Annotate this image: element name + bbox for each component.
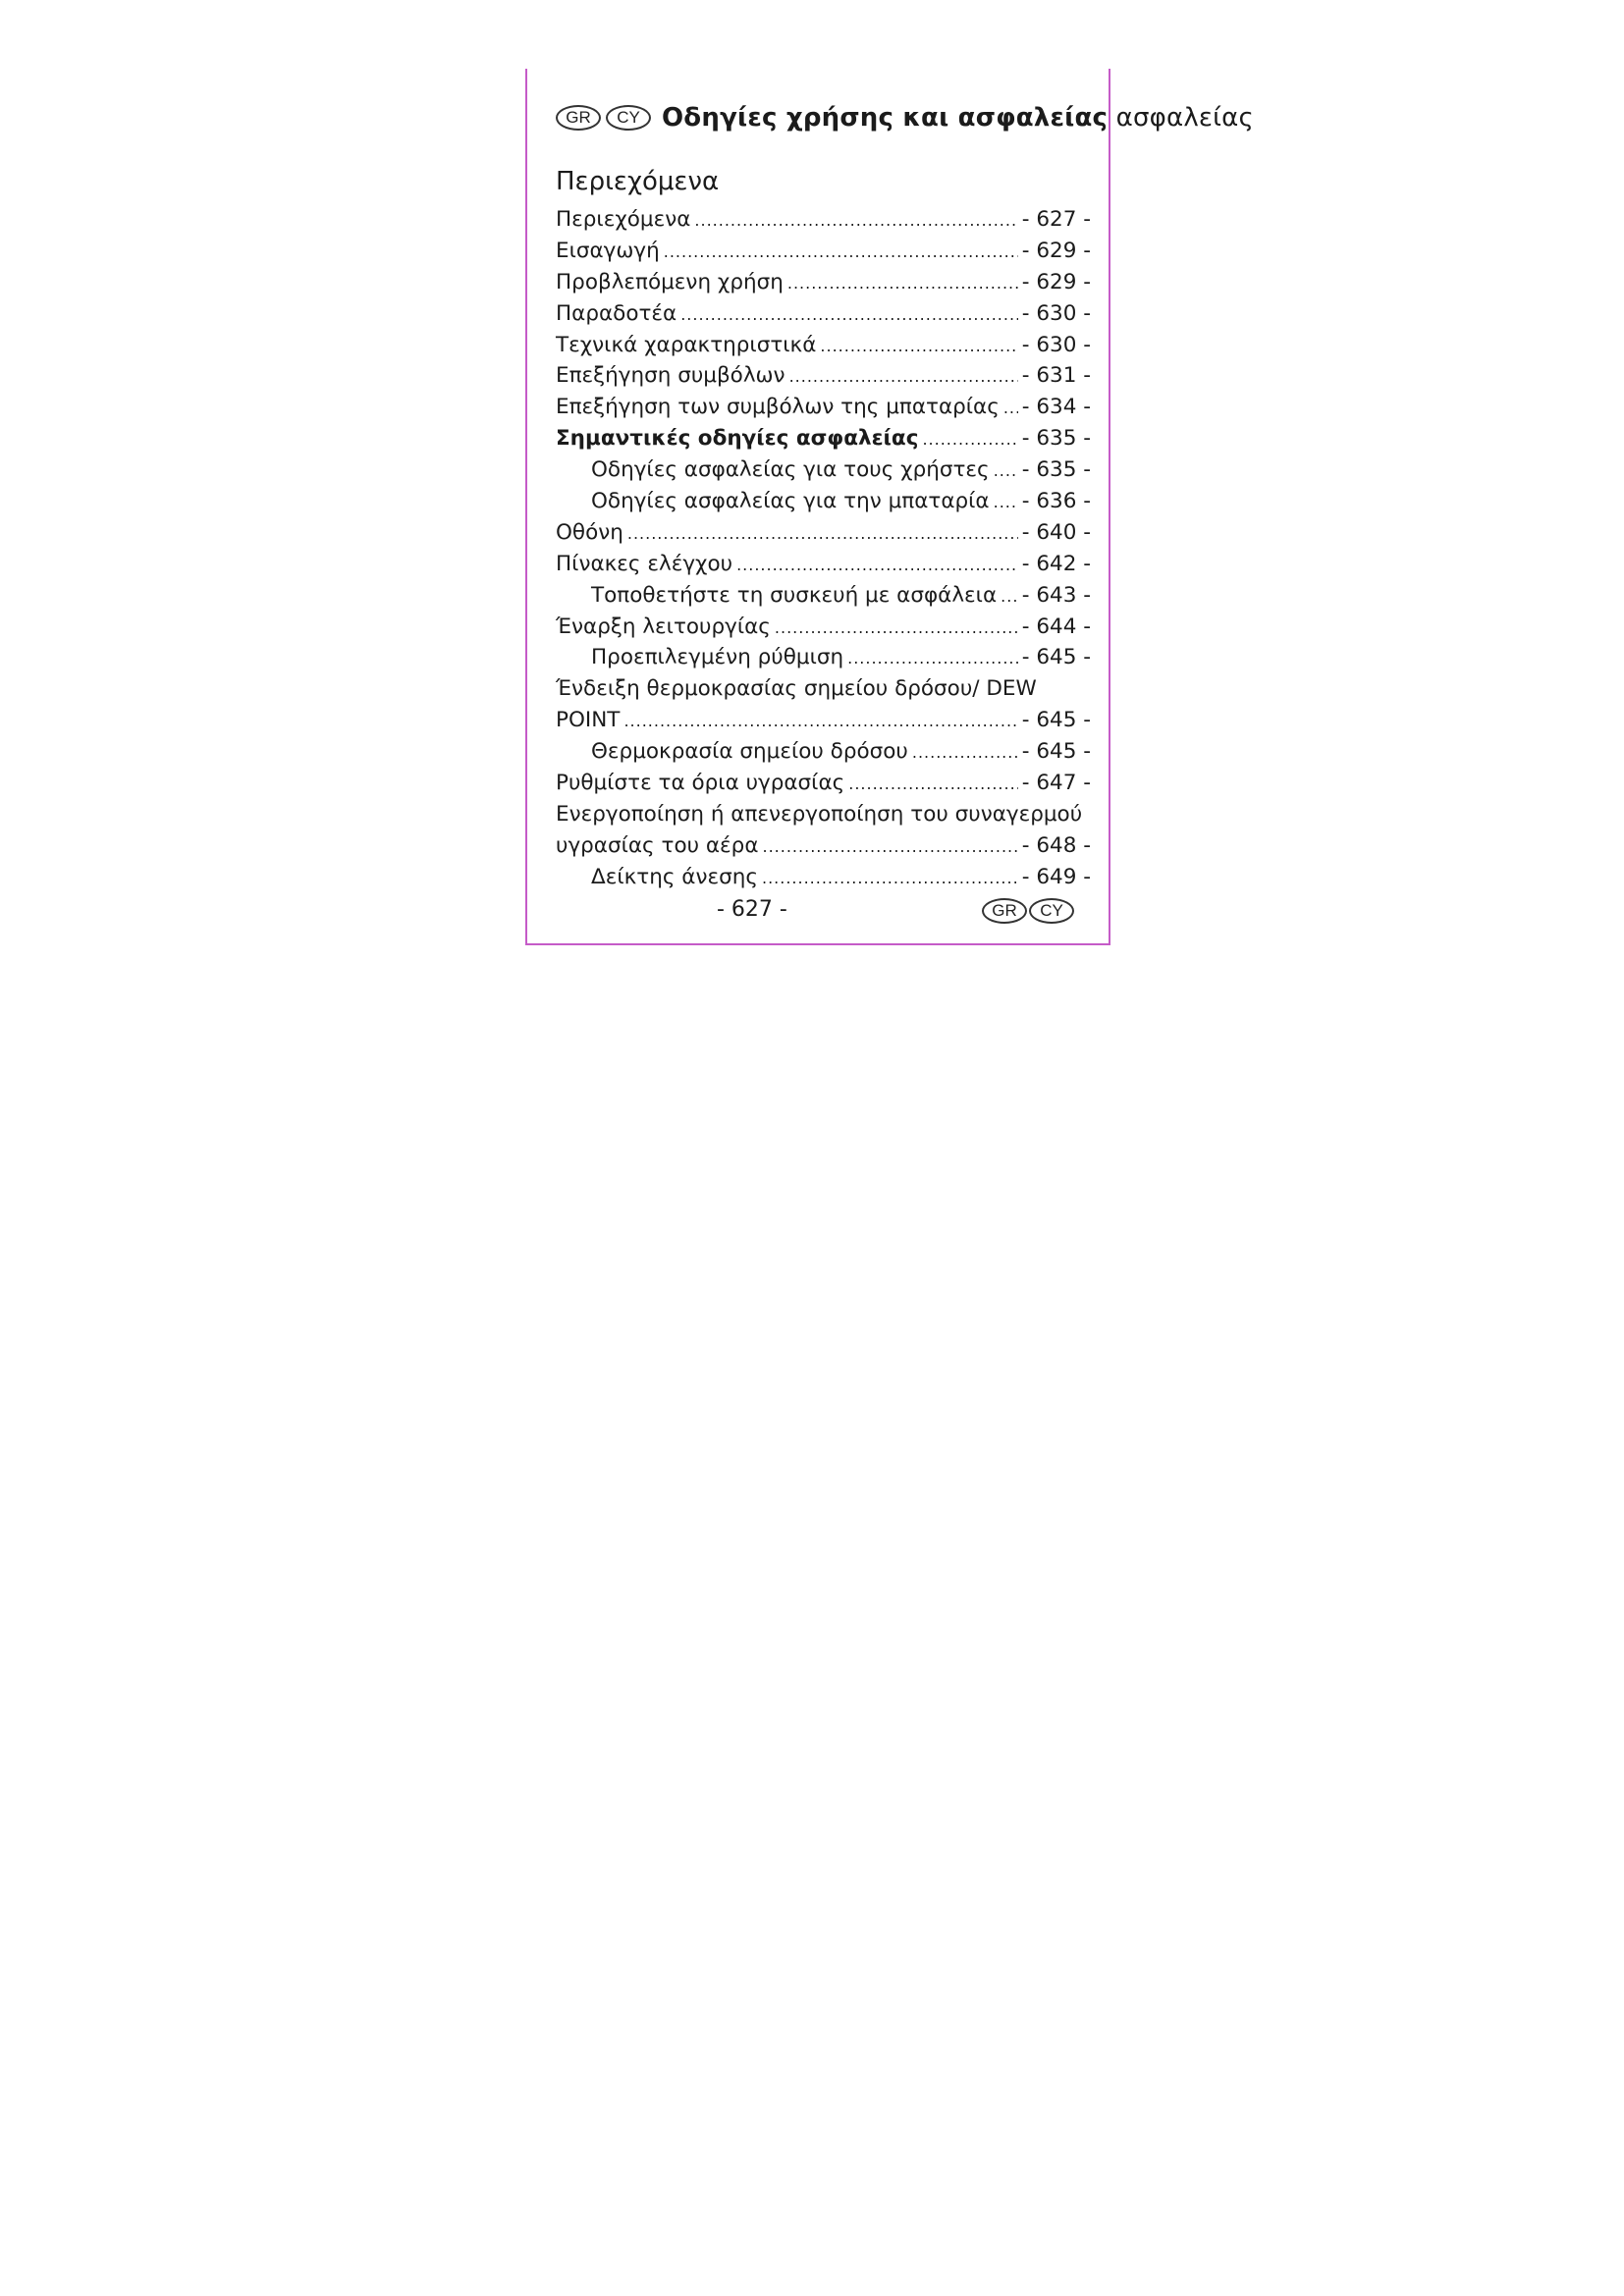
footer-badges: [982, 898, 1076, 924]
toc-heading: Περιεχόμενα: [556, 167, 720, 196]
toc-entry[interactable]: Ρυθμίστε τα όρια υγρασίας ..... - 647 -: [556, 768, 1091, 799]
toc-entry-wrapped-line[interactable]: Ένδειξη θερμοκρασίας σημείου δρόσου/ DEW: [556, 676, 1037, 702]
toc-entry[interactable]: Οθόνη ..... - 640 -: [556, 517, 1091, 549]
page-number: - 627 -: [717, 897, 787, 922]
country-badge-cy: CY: [1029, 898, 1074, 924]
toc-entry[interactable]: Οδηγίες ασφαλείας για την μπαταρία ..... - 636 -: [556, 486, 1091, 517]
document-title: [662, 103, 1254, 133]
toc-entry[interactable]: Παραδοτέα ..... - 630 -: [556, 298, 1091, 330]
country-badge-gr: GR: [982, 898, 1027, 924]
toc-entry[interactable]: Προεπιλεγμένη ρύθμιση ..... - 645 -: [556, 642, 1091, 673]
toc-entry-wrapped-line[interactable]: Ενεργοποίηση ή απενεργοποίηση του συναγερμού: [556, 801, 1083, 827]
toc-entry[interactable]: Έναρξη λειτουργίας ..... - 644 -: [556, 612, 1091, 643]
toc-entry[interactable]: Περιεχόμενα ..... - 627 -: [556, 204, 1091, 236]
toc-entry[interactable]: Τοποθετήστε τη συσκευή με ασφάλεια ..... - 643 -: [556, 580, 1091, 612]
document-title-suffix: ασφαλείας: [1115, 103, 1254, 133]
toc-entry[interactable]: Δείκτης άνεσης ..... - 649 -: [556, 862, 1091, 893]
toc-entry[interactable]: Σημαντικές οδηγίες ασφαλείας ..... - 635 -: [556, 423, 1091, 454]
toc-entry[interactable]: Τεχνικά χαρακτηριστικά ..... - 630 -: [556, 330, 1091, 361]
toc-entry[interactable]: Πίνακες ελέγχου ..... - 642 -: [556, 549, 1091, 580]
document-title-bold: Οδηγίες χρήσης και ασφαλείας: [662, 103, 1109, 133]
table-of-contents: [556, 204, 1091, 893]
toc-entry[interactable]: Επεξήγηση των συμβόλων της μπαταρίας ..... - 634 -: [556, 392, 1091, 423]
country-badge-cy: CY: [606, 105, 651, 131]
toc-entry[interactable]: Οδηγίες ασφαλείας για τους χρήστες ..... - 635 -: [556, 454, 1091, 486]
toc-entry[interactable]: Προβλεπόμενη χρήση ..... - 629 -: [556, 267, 1091, 298]
toc-entry[interactable]: POINT ..... - 645 -: [556, 705, 1091, 736]
toc-entry[interactable]: Εισαγωγή ..... - 629 -: [556, 236, 1091, 267]
toc-entry[interactable]: Επεξήγηση συμβόλων ..... - 631 -: [556, 360, 1091, 392]
toc-entry[interactable]: Θερμοκρασία σημείου δρόσου ..... - 645 -: [556, 736, 1091, 768]
country-badge-gr: GR: [556, 105, 601, 131]
toc-entry[interactable]: υγρασίας του αέρα ..... - 648 -: [556, 830, 1091, 862]
page-header: [556, 98, 1254, 137]
